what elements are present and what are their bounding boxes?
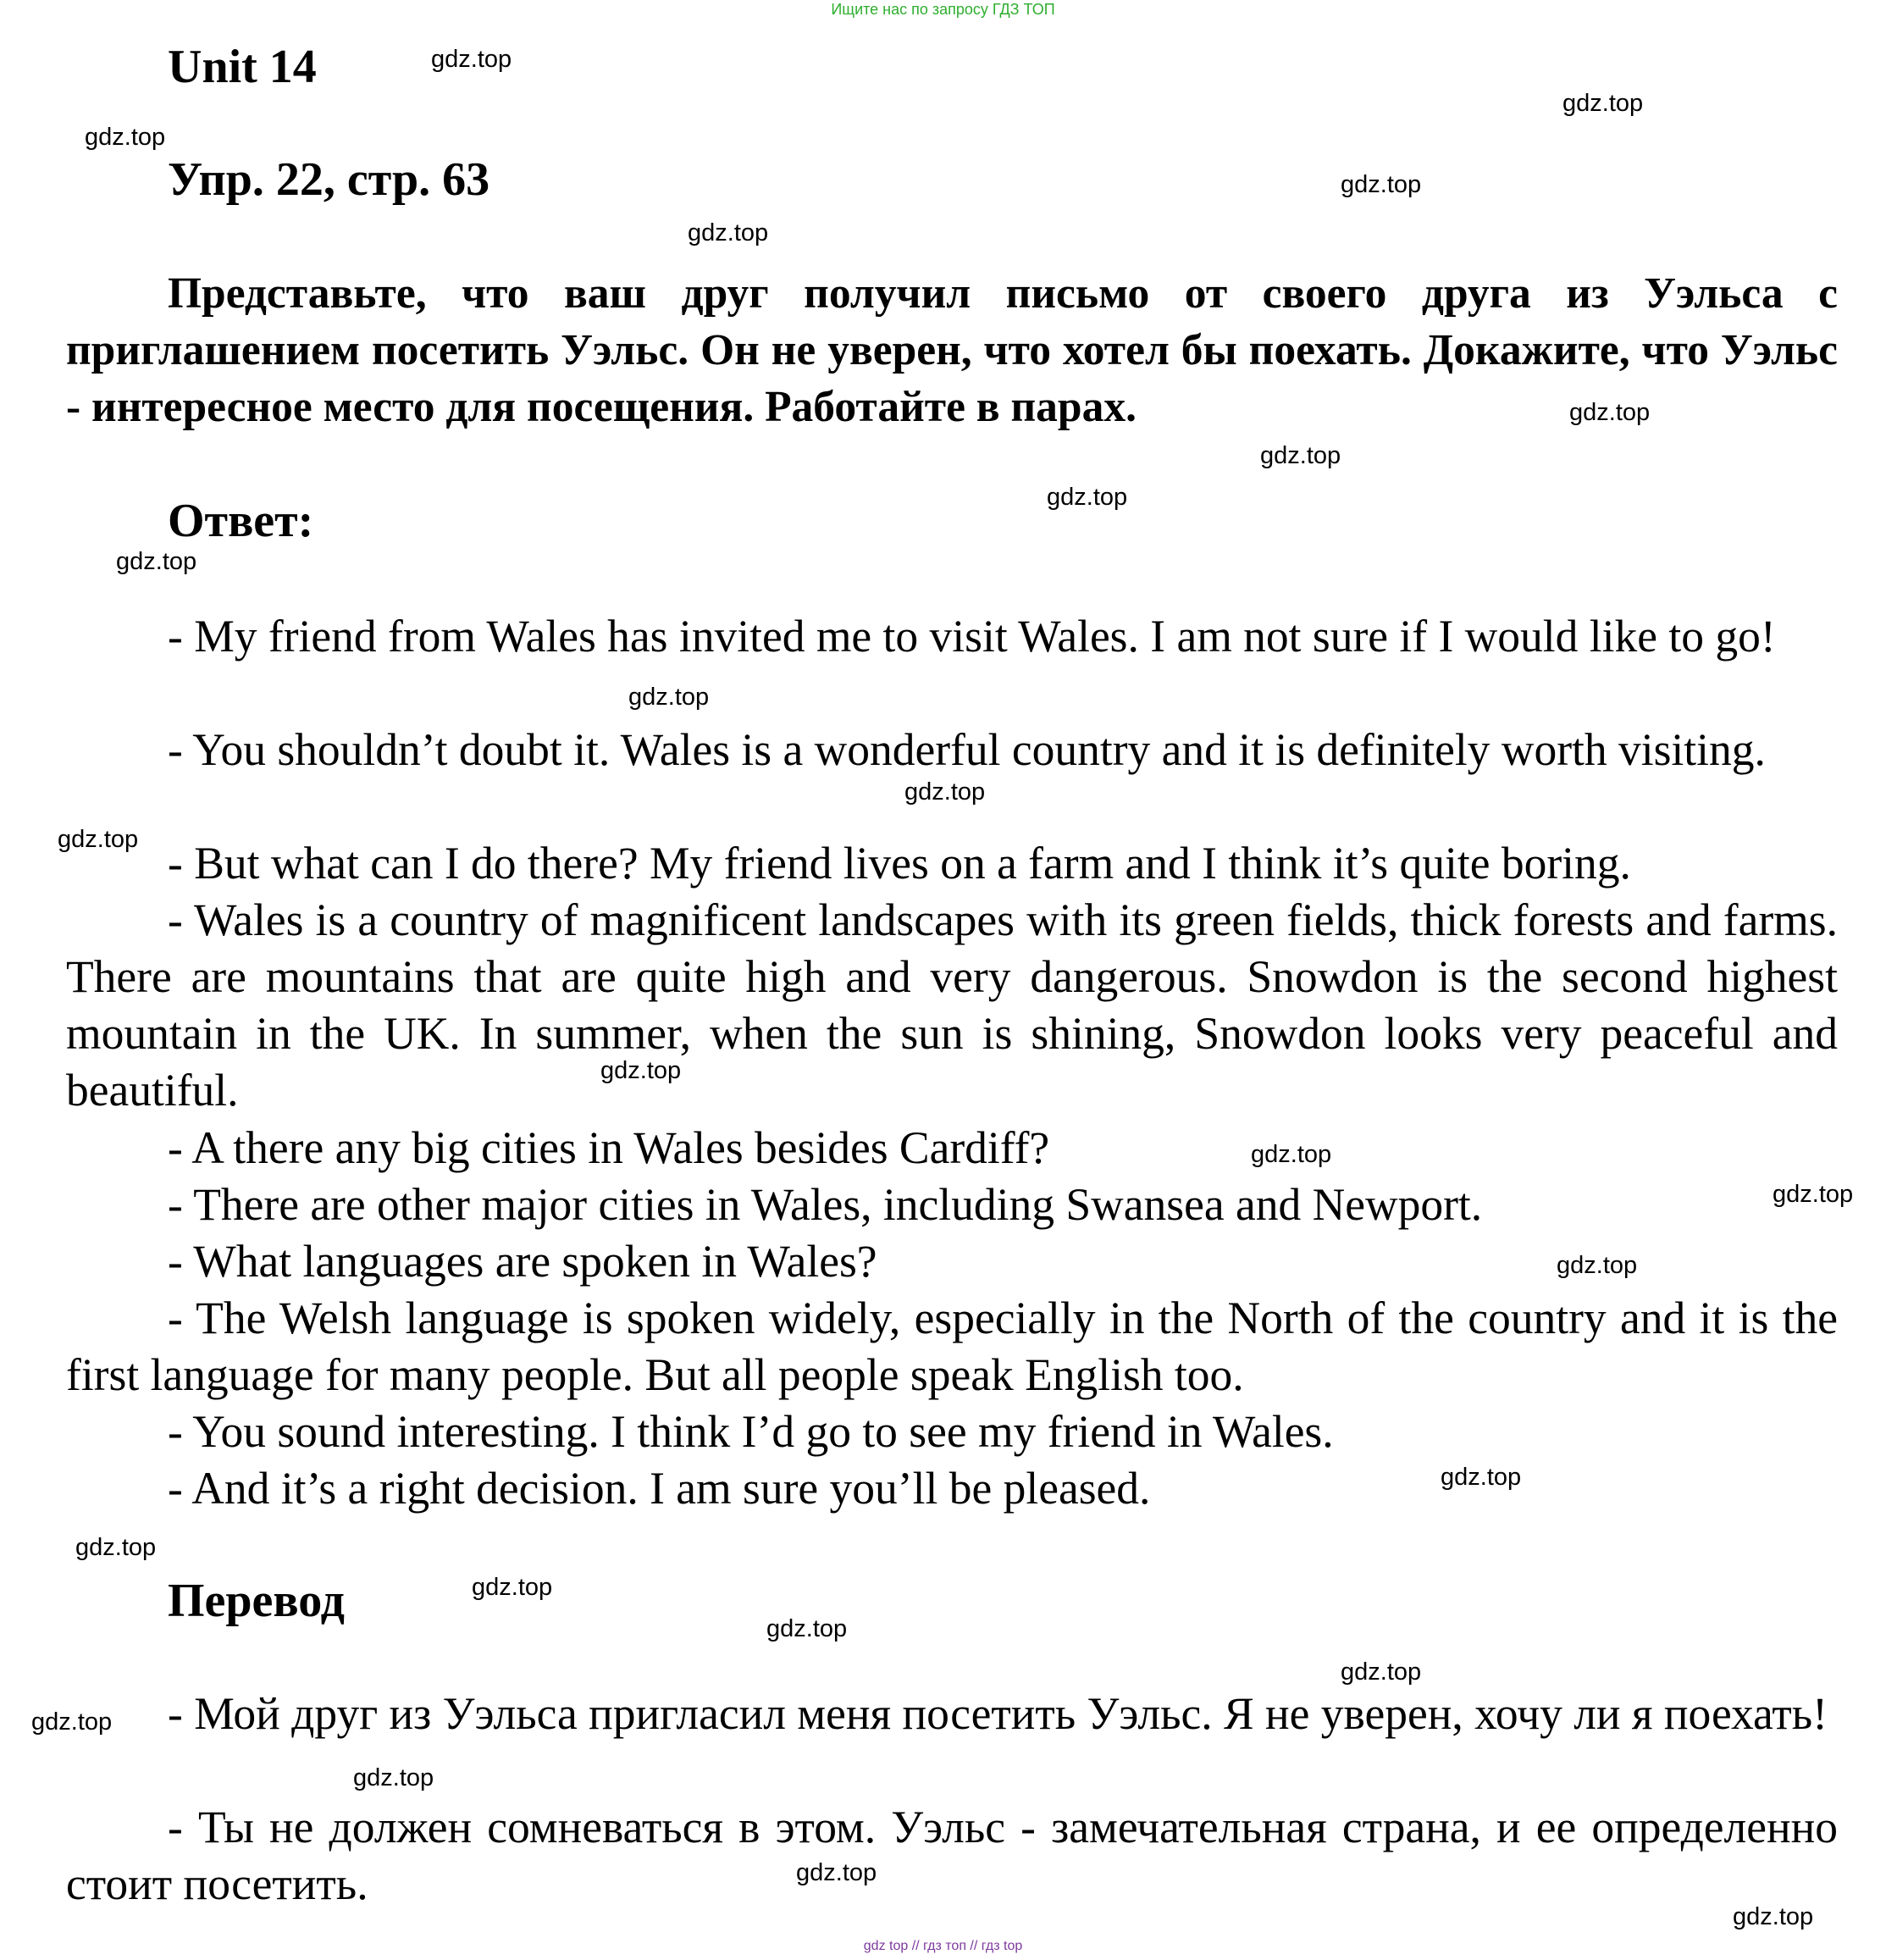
watermark: gdz.top (1441, 1464, 1522, 1491)
dialogue-line: - My friend from Wales has invited me to visit Wales. I am not sure if I would like to go! (168, 611, 1776, 662)
exercise-title: Упр. 22, стр. 63 (168, 153, 490, 206)
watermark: gdz.top (1773, 1181, 1854, 1208)
dialogue-line: - But what can I do there? My friend lives on a farm and I think it’s quite boring. (168, 838, 1631, 889)
watermark: gdz.top (1569, 399, 1651, 426)
dialogue-line: - And it’s a right decision. I am sure you’ll be pleased. (168, 1463, 1151, 1514)
dialogue-line: - You shouldn’t doubt it. Wales is a wonderful country and it is definitely worth visiting. (168, 724, 1766, 775)
footer: gdz top // гдз топ // гдз top (863, 1939, 1023, 1953)
watermark: gdz.top (1341, 171, 1422, 198)
watermark: gdz.top (472, 1574, 553, 1601)
unit-title: Unit 14 (168, 41, 317, 93)
answer-heading: Ответ: (168, 495, 314, 547)
watermark: gdz.top (75, 1534, 157, 1561)
dialogue-line: - There are other major cities in Wales, including Swansea and Newport. (168, 1179, 1483, 1230)
dialogue-line: - The Welsh language is spoken widely, especially in the North of the country and it is the first language for many people. But all people speak English too. (66, 1293, 1838, 1400)
watermark: gdz.top (688, 219, 769, 246)
task-text: Представьте, что ваш друг получил письмо от своего друга из Уэльса с приглашением посетить Уэльс. Он не уверен, что хотел бы поехать. Докажите, что Уэльс - интересное место для посещения. Работайте в парах. (66, 269, 1838, 431)
watermark: gdz.top (1733, 1903, 1814, 1930)
watermark: gdz.top (1251, 1141, 1332, 1168)
top-banner: Ищите нас по запросу ГДЗ ТОП (831, 1, 1055, 18)
watermark: gdz.top (600, 1057, 682, 1084)
watermark: gdz.top (353, 1764, 434, 1791)
watermark: gdz.top (1562, 90, 1644, 117)
translation-line: - Ты не должен сомневаться в этом. Уэльс - замечательная страна, и ее определенно стоит посетить. (66, 1802, 1838, 1909)
dialogue-line: - Wales is a country of magnificent landscapes with its green fields, thick forests and farms. There are mountains that are quite high and very dangerous. Snowdon is the second highest mountain in the UK. In summer, when the sun is shining, Snowdon looks very peaceful and beautiful. (66, 894, 1838, 1116)
watermark: gdz.top (116, 548, 197, 575)
watermark: gdz.top (766, 1615, 848, 1642)
watermark: gdz.top (1260, 442, 1341, 469)
dialogue-line: - You sound interesting. I think I’d go to see my friend in Wales. (168, 1406, 1334, 1457)
dialogue-line: - What languages are spoken in Wales? (168, 1236, 877, 1287)
watermark: gdz.top (1557, 1252, 1638, 1279)
watermark: gdz.top (796, 1859, 877, 1886)
watermark: gdz.top (628, 684, 710, 711)
watermark: gdz.top (85, 124, 166, 151)
watermark: gdz.top (904, 778, 986, 806)
dialogue-line: - A there any big cities in Wales besides Cardiff? (168, 1122, 1050, 1173)
watermark: gdz.top (31, 1708, 113, 1736)
watermark: gdz.top (1047, 484, 1128, 511)
watermark: gdz.top (431, 46, 512, 73)
translation-line: - Мой друг из Уэльса пригласил меня посетить Уэльс. Я не уверен, хочу ли я поехать! (168, 1688, 1828, 1739)
watermark: gdz.top (58, 826, 139, 853)
translation-heading: Перевод (168, 1575, 345, 1627)
watermark: gdz.top (1341, 1658, 1422, 1686)
